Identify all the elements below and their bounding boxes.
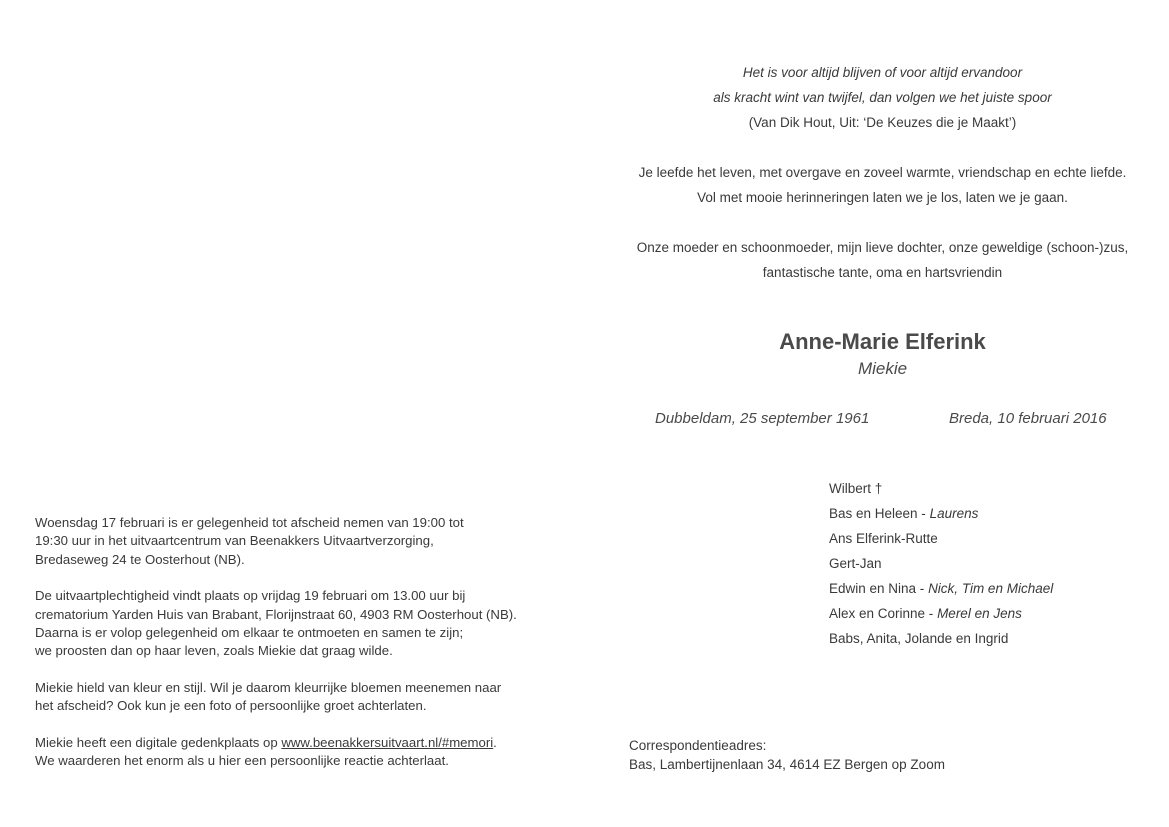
family-name: Bas en Heleen - [829, 506, 930, 521]
family-children: Merel en Jens [937, 606, 1022, 621]
family-list [829, 476, 1053, 651]
family-children: Nick, Tim en Michael [928, 581, 1054, 596]
family-name: Ans Elferink-Rutte [829, 531, 938, 546]
family-row [829, 576, 1053, 601]
poem-line-2: als kracht wint van twijfel, dan volgen we het juiste spoor [713, 90, 1052, 105]
farewell-viewing-text: Woensdag 17 februari is er gelegenheid tot afscheid nemen van 19:00 tot 19:30 uur in het uitvaartcentrum van Beenakkers Uitvaartverzorging, Bredaseweg 24 te Oosterhout (NB). [35, 515, 464, 567]
family-name: Wilbert † [829, 481, 883, 496]
poem [610, 60, 1155, 135]
intro-line-1: Je leefde het leven, met overgave en zoveel warmte, vriendschap en echte liefde. [638, 165, 1127, 180]
family-row [829, 476, 1053, 501]
intro-paragraph [610, 160, 1155, 210]
intro-line-3: Onze moeder en schoonmoeder, mijn lieve dochter, onze geweldige (schoon-)zus, [636, 240, 1129, 255]
relationship-paragraph [610, 235, 1155, 285]
deceased-nickname: Miekie [857, 359, 908, 378]
ceremony-text: De uitvaartplechtigheid vindt plaats op vrijdag 19 februari om 13.00 uur bij crematorium Yarden Huis van Brabant, Florijnstraat 60, 4903 RM Oosterhout (NB). Daarna is er volop gelegenheid om elkaar te ontmoeten en samen te zijn; we proosten dan op haar leven, zoals Miekie dat graag wilde. [35, 588, 517, 659]
correspondence-label: Correspondentieadres: [629, 738, 767, 753]
intro-line-2: Vol met mooie herinneringen laten we je los, laten we je gaan. [697, 190, 1068, 205]
family-row [829, 526, 1053, 551]
correspondence-address [629, 737, 945, 774]
poem-line-1: Het is voor altijd blijven of voor altijd ervandoor [742, 65, 1023, 80]
family-name: Edwin en Nina - [829, 581, 929, 596]
memorial-link[interactable]: www.beenakkersuitvaart.nl/#memori [281, 735, 494, 751]
family-children: Laurens [929, 506, 979, 521]
family-name: Babs, Anita, Jolande en Ingrid [829, 631, 1009, 646]
intro-line-4: fantastische tante, oma en hartsvriendin [762, 265, 1003, 280]
flowers-text: Miekie hield van kleur en stijl. Wil je daarom kleurrijke bloemen meenemen naar het afscheid? Ook kun je een foto of persoonlijke groet achterlaten. [35, 680, 502, 714]
poem-source: (Van Dik Hout, Uit: ‘De Keuzes die je Maakt’) [748, 115, 1017, 130]
practical-info [35, 514, 575, 789]
family-name: Gert-Jan [829, 556, 882, 571]
memorial-text-before: Miekie heeft een digitale gedenkplaats op [35, 735, 282, 751]
family-row [829, 626, 1053, 651]
family-name: Alex en Corinne - [829, 606, 938, 621]
family-row [829, 601, 1053, 626]
correspondence-address-line: Bas, Lambertijnenlaan 34, 4614 EZ Bergen op Zoom [629, 756, 945, 772]
family-row [829, 551, 1053, 576]
birth-date: Dubbeldam, 25 september 1961 [655, 410, 870, 427]
memorial-text [35, 734, 575, 771]
deceased-name: Anne-Marie Elferink [779, 329, 986, 354]
memorial-text-after: . We waarderen het enorm als u hier een persoonlijke reactie achterlaat. [35, 735, 497, 769]
family-row [829, 501, 1053, 526]
death-date: Breda, 10 februari 2016 [949, 410, 1107, 427]
